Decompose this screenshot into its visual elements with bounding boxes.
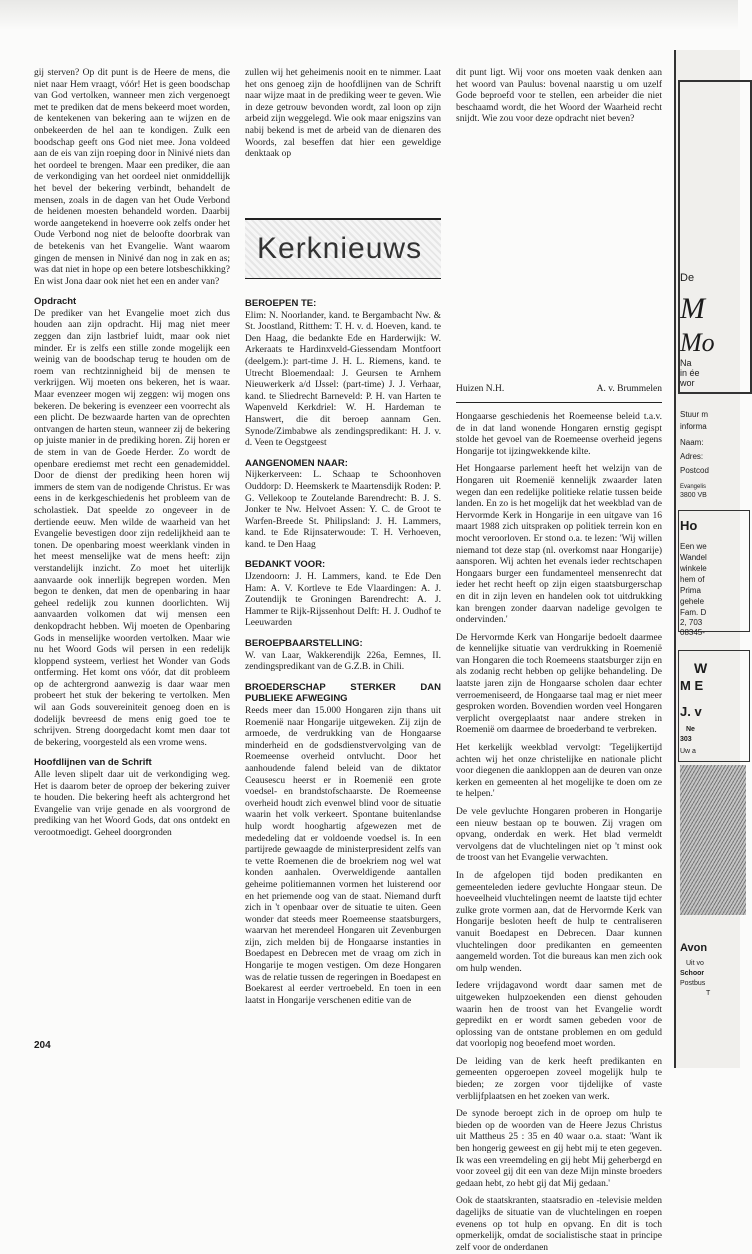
ad-heading: Ho	[680, 518, 698, 533]
news-paragraph: Het Hongaarse parlement heeft het welzijn van de Hongaren uit Roemenië kennelijk zwaarder laten wegen dan een redelijke politieke relatie tussen beide landen. En zo is het mogelijk dat het weekblad van de Hervormde Kerk in Hongarije in een uitgave van 16 maart 1988 zich uitspraken op politiek terrein kon en mocht veroorloven. Er stond o.a. te lezen: 'Wij willen niemand tot deze stap (nl. overkomst naar Hongarije) aansporen. Wij achten het evenals ieder rechtschapen Hongaars burger een fundamenteel mensenrecht dat ieder het recht heeft op zijn eigen staatsburgerschap en dit in zijn leven en handelen ook tot uitdrukking kan brengen zonder daarvan nadelige gevolgen te ondervinden.'	[456, 464, 662, 626]
ad-text: De	[680, 272, 695, 284]
article-column-3	[456, 68, 662, 132]
coupon-text: Stuur m	[680, 410, 709, 419]
ad-text: Prima	[680, 586, 701, 595]
kerknieuws-column	[245, 290, 441, 1060]
scan-edge	[0, 0, 738, 30]
ad-text: Postbus	[680, 980, 706, 987]
ad-text: wor	[680, 378, 695, 388]
news-paragraph: De Hervormde Kerk van Hongarije bedoelt daarmee de kennelijke situatie van verdrukking in Roemenië van Hongaren die toch Roemeens staatsburger zijn en als zodanig recht hebben op gelijke behandeling. De laatste jaren zijn de Hongaarse scholen daar echter verroemeniseerd, de Hongaarse taal mag er niet meer gesproken worden. Bovendien worden veel Hongaren verplicht overgeplaatst naar andere streken in Roemenië om daarmee de broederband te verbreken.	[456, 632, 662, 736]
section-body: Nijkerkerveen: L. Schaap te Schoonhoven Ouddorp: D. Heemskerk te Maartensdijk Roden: P. G. Vellekoop te Zoutelande Barendrecht: B. J. S. Jonker te Nw. Helvoet Assen: Y. C. de Groot te Warfen-Breede St. Philipsland: J. H. Lammers, kand. te Ede Rijnsaterwoude: T. H. Verhoeven, kand. te Den Haag	[245, 470, 441, 550]
news-paragraph: De synode beroept zich in de oproep om hulp te bieden op de woorden van de Heere Jezus Christus uit Mattheus 25 : 35 en 40 waar o.a. staat: 'Want ik ben hongerig geweest en gij hebt mij te eten gegeven. Ik was een vreemdeling en gij hebt Mij geherbergd en voor zoveel gij dit een van deze Mijn minste broeders gedaan hebt, zo hebt gij dat Mij gedaan.'	[456, 1109, 662, 1189]
ad-heading: Mo	[680, 328, 715, 357]
news-paragraph: In de afgelopen tijd boden predikanten en gemeenteleden iedere gevluchte Hongaar steun. De hoeveelheid vluchtelingen neemt de laatste tijd echter zulke grote vormen aan, dat de Hervormde Kerk van Hongarije besloten heeft de hulp te centraliseren vanuit Boedapest en Debrecen. Daar kunnen vluchtelingen door predikanten en gemeenten aangemeld worden. Tot die bureaus kan men zich ook om hulp wenden.	[456, 870, 662, 974]
ad-text: in ée	[680, 368, 700, 378]
signature-author: A. v. Brummelen	[596, 384, 662, 394]
coupon-text: informa	[680, 422, 707, 431]
section-body: Reeds meer dan 15.000 Hongaren zijn thans uit Roemenië naar Hongarije uitgeweken. Zij zijn de armoede, de verdrukking van de Hongaarse minderheid en de godsdienstvervolging van de Roemeense overheid ontvlucht. Door het aanhoudende falend beleid van de diktator Ceausescu heerst er in Roemenië een grote voedsel- en brandstofschaarste. De Roemeense overheid houdt zich evenwel blind voor de situatie waarin het volk verkeert. Spontane buitenlandse hulp wordt hooghartig afgewezen met de mededeling dat er voldoende voedsel is. In een partijrede gewaagde de ministerpresident zelfs van te vette Roemenen die de broekriem nog wel wat konden aanhalen. Overweldigende aantallen geheime politiemannen vormen het luisterend oor en het priemende oog van de staat. Niemand durft zich in 't openbaar over de situatie te uiten. Geen wonder dat steeds meer Roemeense staatsburgers, waarvan het merendeel Hongaren uit Zevenburgen zijn, zich melden bij de Hongaarse instanties in Boedapest en Debrecen met de vraag om zich in Hongarije te mogen vestigen. Om deze Hongaren was de relatie tussen de regeringen in Boedapest en Boekarest al eerder vertroebeld. En toen in een laatst in Hongarije verschenen editie van de	[245, 706, 441, 1006]
article-paragraph: zullen wij het geheimenis nooit en te nimmer. Laat het ons genoeg zijn de hoofdlijnen van de Schrift naar wijze maat in de prediking weer te geven. Wie in deze getrouw bevonden wordt, zal loon op zijn arbeid zijn weggelegd. Wie ook maar enigszins van nabij bekend is met de arbeid van de dienaren des Woords, zal beseffen dat hier een geweldige denktaak op	[245, 68, 441, 160]
article-paragraph: dit punt ligt. Wij voor ons moeten vaak denken aan het woord van Paulus: bovenal naarstig u om uzelf Gode beproefd voor te stellen, een arbeider die niet beschaamd wordt, die het Woord der Waarheid recht snijdt. Wie zou voor deze opdracht niet beven?	[456, 68, 662, 125]
section-title: AANGENOMEN NAAR:	[245, 457, 348, 469]
news-paragraph: Het kerkelijk weekblad vervolgt: 'Tegelijkertijd achten wij het onze christelijke en nationale plicht voor diegenen die aankloppen aan de deuren van onze kerken en gemeenten al het mogelijke te doen om ze te helpen.'	[456, 743, 662, 800]
article-column-2	[245, 68, 441, 167]
article-paragraph: De prediker van het Evangelie moet zich dus houden aan zijn opdracht. Hij mag niet meer zeggen dan zijn lastbrief luidt, maar ook niet minder. Er is zelfs een stille zonde mogelijk een weinig van de boodschap terug te houden om de roem van rechtzinnigheid bij de mensen te verkrijgen. Wij moeten ons bekeren, het is waar. Maar evenzeer mogen wij zeggen: wij mogen ons bekeren. De bekering is evenzeer een voorrecht als een plicht. De bezwaarde harten van de oprechten ontvangen de harten steun, wanneer zij de bekering op juiste manier in de prediking horen. Zij horen er de stem in van de Goede Herder. Zo wordt de openbare erediemst met recht een genademiddel. Door de dienst der prediking heen horen wij immers de stem van de nodigende Christus. Er was eens in de kerkgeschiedenis het probleem van de scholastiek. Dat speelde zo ongeveer in de dertiende eeuw. Men wilde de waarheid van het Evangelie bevestigen door zijn redelijkheid aan te tonen. De openbaring moest weerklank vinden in het meest menselijke wat de mens heeft: zijn verstandelijk inzicht. Zo moet het uiterlijk aanvaarde ook innerlijk begrepen worden. Men begon te denken, dat men de openbaring in haar geheel redelijk zou kunnen doorlichten. Wij aanvaarden volkomen dat wij mensen een denkopdracht hebben. Wij moeten de Openbaring Gods in menselijke woorden vertolken. Maar wie nu het Woord Gods wil persen in een redelijk kloppend systeem, verliest het Wonder van Gods ontferming. Het komt ons vóór, dat dit probleem op de achtergrond aanwezig is daar waar men probeert het stuk der bekering te vertolken. Men wil aan Gods souvereiniteit genoeg doen en is dodelijk bevreesd de mens enig goed toe te schrijven. Streng doorgedacht komt men daar tot de bekering, voorgesteld als een vrome wens.	[34, 308, 230, 748]
coupon-text: Evangelis	[680, 484, 707, 490]
ad-heading: J. v	[680, 704, 702, 719]
ad-text: Wandel	[680, 553, 707, 562]
coupon-postcode-label: Postcod	[680, 466, 709, 475]
ad-text: Een we	[680, 542, 707, 551]
coupon-text: 3800 VB	[680, 492, 707, 499]
coupon-name-label: Naam:	[680, 438, 704, 447]
subheading-hoofdlijnen: Hoofdlijnen van de Schrift	[34, 757, 152, 769]
ad-text: winkele	[680, 564, 707, 573]
ad-text: Uit vo	[686, 960, 704, 967]
subheading-opdracht: Opdracht	[34, 296, 77, 308]
ad-text: 2, 703	[680, 618, 703, 627]
ad-text: T	[706, 990, 711, 997]
news-paragraph: Iedere vrijdagavond wordt daar samen met de uitgeweken hulpzoekenden een dienst gehouden waarin hen de troost van het Evangelie wordt gepredikt en er wordt samen gebeden voor de oplossing van de ontstane problemen en om geduld dat voorlopig nog beoefend moet worden.	[456, 981, 662, 1050]
article-paragraph: Alle leven slipelt daar uit de verkondiging weg. Het is daarom beter de oproep der bekering zuiver te houden. Die bekering heeft als achtergrond het Evangelie van vrije genade en als voorgrond de prediking van het Woord Gods, dat ons ontdekt en verootmoedigt. Geheel doorgronden	[34, 770, 230, 838]
ad-photo	[680, 765, 746, 915]
adjacent-page-sidebar	[674, 50, 740, 1068]
ad-text: gehele	[680, 597, 705, 606]
ad-text: Uw a	[680, 748, 696, 755]
article-signature	[456, 384, 662, 394]
article-column-1	[34, 68, 230, 1038]
section-title: BEROEPEN TE:	[245, 298, 317, 309]
section-body: Elim: N. Noorlander, kand. te Bergambacht Nw. & St. Joostland, Ritthem: T. H. v. d. Hoeven, kand. te Den Haag, die bedankte Ede en Harderwijk: W. Arkeraats te Hardinxveld-Giessendam Montfoort (deelgem.): part-time J. H. L. Riemens, kand. te Utrecht Bloemendaal: J. Geursen te Arnhem Nieuwerkerk a/d IJssel: (part-time) J. J. Verhaar, kand. te Sliedrecht Barneveld: P. H. van Harten te Wapenveld Kerkdriel: W. H. Hardeman te Hanswert, die dit beroep aannam Gen. Synode/Zimbabwe als zendingspredikant: H. J. v. d. Veen te Oegstgeest	[245, 310, 441, 449]
article-continuation-column	[456, 412, 662, 1253]
news-paragraph: Hongaarse geschiedenis het Roemeense beleid t.a.v. de in dat land wonende Hongaren ernstig gegispt stolde het gevoel van de Roemeense overheid jegens Hongarije tot ijzingwekkende kilte.	[456, 412, 662, 457]
kerknieuws-title: Kerknieuws	[257, 232, 423, 265]
news-paragraph: Ook de staatskranten, staatsradio en -televisie melden dagelijks de situatie van de vluchtelingen en roepen evenens op tot hulp en opvang. En dit is toch opmerkelijk, omdat de socialistische staat in principe zelf voor de onderdanen	[456, 1196, 662, 1253]
coupon-address-label: Adres:	[680, 452, 704, 461]
ad-text: Fam. D	[680, 608, 707, 617]
ad-text: Ne	[686, 726, 695, 733]
section-body: W. van Laar, Wakkerendijk 226a, Eemnes, II. zendingspredikant van de G.Z.B. in Chili.	[245, 650, 441, 673]
section-title: BEDANKT VOOR:	[245, 559, 326, 571]
signature-place: Huizen N.H.	[456, 384, 505, 394]
article-intro: gij sterven? Op dit punt is de Heere de mens, die niet naar Hem vraagt, vóór! Het is geen boodschap van God vertolken, wanneer men zich vergenoegt met te prediken dat de mens bekeerd moet worden, de kentekenen van bekering aan te wijzen en de onbekeerden de hel aan te kondigen. Zulk een boodschap geeft ons God niet mee. Jona voldeed aan de eis van zijn roeping door in Ninivé niets dan het oordeel te brengen. Maar een prediker, die aan de verkondiging van het oordeel niet onmiddellijk het bevel der bekering verbindt, behandelt de mensen, zoals in de dagen van het Oude Verbond de heidenen moesten behandeld worden. Daarbij worde aangetekend in hoeverre ook zelfs onder het Oude Verbond nog niet de beloofte doorbrak van de betekenis van het Evangelie. Want waarom gingen de mensen in Ninivé dan nog in zak en as; was dat niet in hope op een betere lotsbeschikking? En wist Jona daar ook niet het een en ander van?	[34, 68, 230, 287]
kerknieuws-banner	[245, 218, 441, 279]
section-title: BEROEPBAARSTELLING:	[245, 638, 363, 650]
ad-text: hem of	[680, 575, 705, 584]
ad-heading: Avon	[680, 942, 708, 954]
divider	[456, 402, 662, 403]
ad-heading: M E	[680, 678, 704, 693]
page-number: 204	[34, 1040, 51, 1051]
ad-text: Na	[680, 358, 692, 368]
section-title: BROEDERSCHAP STERKER DAN PUBLIEKE AFWEGING	[245, 681, 441, 705]
ad-heading: W	[694, 660, 708, 676]
ad-text: 303	[680, 736, 692, 743]
news-paragraph: De vele gevluchte Hongaren proberen in Hongarije een nieuw bestaan op te bouwen. Zij vragen om opvang, onderdak en werk. Het blad vermeldt vervolgens dat de vluchtelingen niet op 't minst ook de troost van het Evangelie verwachten.	[456, 807, 662, 864]
news-paragraph: De leiding van de kerk heeft predikanten en gemeenten opgeroepen zoveel mogelijk hulp te bieden; ze zorgen voor tijdelijke of vaste verblijfplaatsen en het zoeken van werk.	[456, 1056, 662, 1102]
ad-heading: M	[680, 292, 705, 325]
ad-text: Schoor	[680, 970, 705, 977]
section-body: IJzendoorn: J. H. Lammers, kand. te Ede Den Ham: A. V. Kortleve te Ede Vlaardingen: A. J. Zoutendijk te Groningen Barendrecht: A. J. Hammer te Rijk-Rijssenhout Delft: H. J. Oudhof te Leeuwarden	[245, 572, 441, 629]
ad-text: 08345-	[680, 628, 705, 637]
